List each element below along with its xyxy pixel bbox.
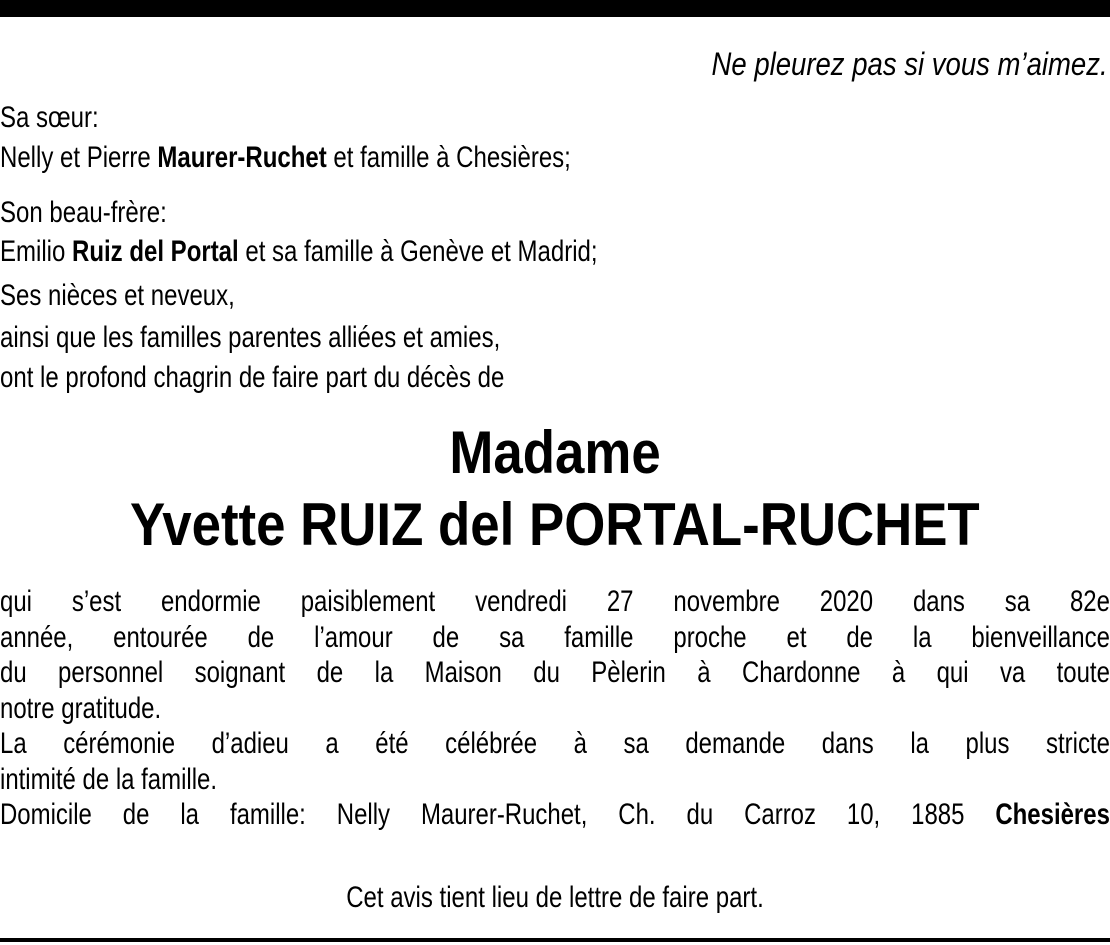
sister-line <box>0 140 571 176</box>
motto-quote: Ne pleurez pas si vous m’aimez. <box>711 46 1108 82</box>
domicile-text: Domicile de la famille: Nelly Maurer-Ruchet, Ch. du Carroz 10, 1885 <box>0 798 996 831</box>
sister-surname: Maurer-Ruchet <box>157 141 327 174</box>
sister-line-pre: Nelly et Pierre <box>0 141 158 174</box>
brother-in-law-line-post: et sa famille à Genève et Madrid; <box>238 235 598 268</box>
deceased-title-text: Madame <box>449 419 661 486</box>
body-paragraph <box>0 584 1110 833</box>
brother-in-law-line <box>0 234 598 270</box>
body-line: année, entourée de l’amour de sa famille proche et de la bienveillance <box>0 620 1110 654</box>
brother-in-law-surname: Ruiz del Portal <box>72 235 239 268</box>
closing-note <box>0 880 1110 916</box>
family-line: ont le profond chagrin de faire part du décès de <box>0 361 505 394</box>
body-line: du personnel soignant de la Maison du Pèlerin à Chardonne à qui va toute <box>0 656 1110 689</box>
domicile-line <box>0 797 1110 833</box>
ceremony-line: La cérémonie d’adieu a été célébrée à sa demande dans la plus stricte <box>0 727 1110 760</box>
brother-in-law-line-pre: Emilio <box>0 235 73 268</box>
body-line: notre gratitude. <box>0 691 162 725</box>
domicile-town: Chesières <box>995 798 1110 831</box>
deceased-title <box>0 418 1110 488</box>
sister-line-post: et famille à Chesières; <box>326 141 571 174</box>
ceremony-line: intimité de la famille. <box>0 762 218 796</box>
family-line: ainsi que les familles parentes alliées et amies, <box>0 321 501 354</box>
brother-in-law-heading: Son beau-frère: <box>0 196 167 229</box>
bottom-rule <box>0 938 1110 942</box>
top-rule <box>0 0 1110 17</box>
sister-heading: Sa sœur: <box>0 101 99 134</box>
body-line: qui s’est endormie paisiblement vendredi 27 novembre 2020 dans sa 82e <box>0 585 1110 618</box>
deceased-name <box>0 490 1110 560</box>
family-line: Ses nièces et neveux, <box>0 279 235 312</box>
closing-note-text: Cet avis tient lieu de lettre de faire part. <box>346 881 764 914</box>
deceased-name-text: Yvette RUIZ del PORTAL-RUCHET <box>130 491 980 558</box>
